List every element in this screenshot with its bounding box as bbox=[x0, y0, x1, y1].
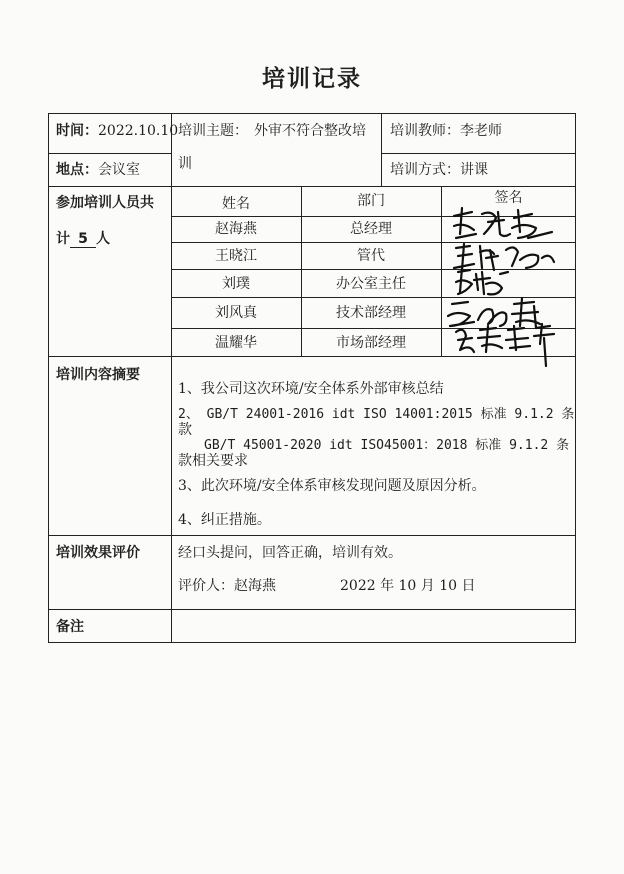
row-divider bbox=[48, 153, 172, 154]
attendee-dept: 技术部经理 bbox=[336, 305, 406, 321]
content-item: 4、纠正措施。 bbox=[178, 512, 271, 528]
attendee-name: 赵海燕 bbox=[215, 221, 257, 237]
location-label: 地点： bbox=[56, 162, 98, 178]
content-item: 3、此次环境/安全体系审核发现问题及原因分析。 bbox=[178, 478, 486, 494]
attendee-name: 刘风真 bbox=[215, 305, 257, 321]
topic-field bbox=[178, 122, 366, 140]
evaluator: 评价人：赵海燕 bbox=[178, 578, 276, 594]
column-header-signature: 签名 bbox=[494, 190, 523, 206]
row-divider bbox=[381, 153, 576, 154]
time-field bbox=[56, 122, 178, 140]
content-item: 2、 GB/T 24001-2016 idt ISO 14001:2015 标准 9.1.2 条 bbox=[178, 407, 575, 422]
teacher-label: 培训教师： bbox=[390, 123, 460, 139]
attendee-dept: 管代 bbox=[357, 248, 385, 264]
teacher-field bbox=[390, 122, 502, 140]
attendees-count: 5 bbox=[70, 232, 96, 248]
time-label: 时间： bbox=[56, 123, 98, 139]
location-value: 会议室 bbox=[98, 162, 140, 178]
attendee-name: 刘璞 bbox=[222, 276, 250, 292]
location-field bbox=[56, 161, 140, 179]
attendee-dept: 市场部经理 bbox=[336, 335, 406, 351]
remarks-label: 备注 bbox=[56, 619, 84, 635]
col-divider bbox=[381, 113, 382, 187]
table-border-bottom bbox=[48, 642, 576, 643]
signature-wen-yaohua bbox=[450, 322, 560, 370]
attendee-name: 王晓江 bbox=[215, 248, 257, 264]
attendees-count-line bbox=[56, 230, 110, 248]
method-label: 培训方式： bbox=[390, 162, 460, 178]
content-item-continued: 款 bbox=[178, 422, 192, 438]
attendee-name: 温耀华 bbox=[215, 335, 257, 351]
method-field bbox=[390, 161, 488, 179]
table-border-top bbox=[48, 113, 576, 114]
attendees-label: 参加培训人员共 bbox=[56, 195, 154, 211]
attendees-label-prefix: 计 bbox=[56, 231, 70, 247]
attendee-dept: 总经理 bbox=[350, 221, 392, 237]
topic-value-continued: 训 bbox=[178, 156, 192, 172]
content-label: 培训内容摘要 bbox=[56, 367, 140, 383]
evaluation-label: 培训效果评价 bbox=[56, 545, 140, 561]
row-divider bbox=[48, 535, 576, 536]
column-header-dept: 部门 bbox=[357, 193, 385, 209]
content-item-continued: 款相关要求 bbox=[178, 453, 248, 469]
teacher-value: 李老师 bbox=[460, 123, 502, 139]
topic-label: 培训主题： bbox=[178, 123, 248, 139]
evaluation-text: 经口头提问，回答正确，培训有效。 bbox=[178, 545, 402, 561]
signature-zhao-haiyan bbox=[448, 204, 558, 244]
col-divider bbox=[441, 186, 442, 356]
column-header-name: 姓名 bbox=[222, 196, 250, 212]
col-divider bbox=[301, 186, 302, 356]
content-item: GB/T 45001-2020 idt ISO45001：2018 标准 9.1.2 条 bbox=[204, 438, 570, 453]
table-border-left bbox=[48, 113, 49, 643]
method-value: 讲课 bbox=[460, 162, 488, 178]
col-divider bbox=[171, 356, 172, 642]
attendees-label-suffix: 人 bbox=[96, 231, 110, 247]
page-title: 培训记录 bbox=[262, 66, 362, 92]
topic-value: 外审不符合整改培 bbox=[254, 123, 366, 139]
row-divider bbox=[48, 609, 576, 610]
content-item: 1、我公司这次环境/安全体系外部审核总结 bbox=[178, 381, 444, 397]
evaluation-date: 2022 年 10 月 10 日 bbox=[340, 578, 476, 594]
row-divider bbox=[48, 186, 576, 187]
signature-liu-pu bbox=[452, 266, 522, 298]
attendee-dept: 办公室主任 bbox=[336, 276, 406, 292]
time-value: 2022.10.10 bbox=[98, 123, 179, 139]
